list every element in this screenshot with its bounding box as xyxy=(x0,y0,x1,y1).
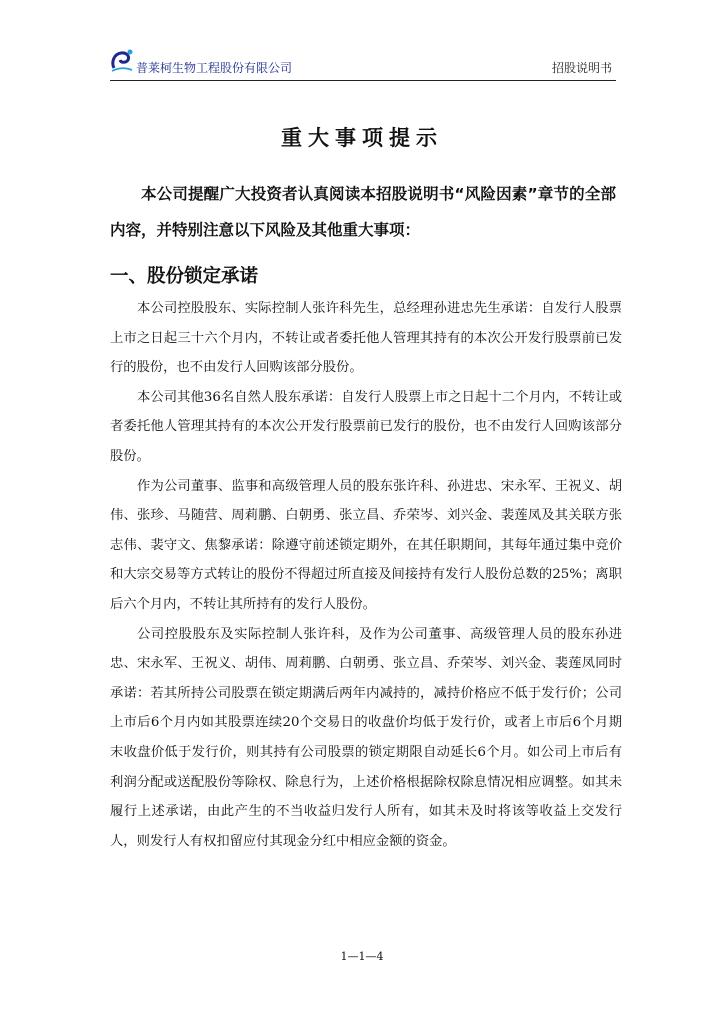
section-body xyxy=(110,294,622,856)
paragraph: 本公司控股股东、实际控制人张许科先生，总经理孙进忠先生承诺：自发行人股票上市之日起三十六个月内，不转让或者委托他人管理其持有的本次公开发行股票前已发行的股份，也不由发行人回购该部分股份。 xyxy=(110,301,622,376)
paragraph: 作为公司董事、监事和高级管理人员的股东张许科、孙进忠、宋永军、王祝义、胡伟、张珍、马随营、周莉鹏、白朝勇、张立昌、乔荣岑、刘兴金、裴莲凤及其关联方张志伟、裴守文、焦黎承诺：除遵守前述锁定期外，在其任职期间，其每年通过集中竞价和大宗交易等方式转让的股份不得超过所直接及间接持有发行人股份总数的25%；离职后六个月内，不转让其所持有的发行人股份。 xyxy=(110,478,622,612)
document-type: 招股说明书 xyxy=(551,61,612,75)
page-number: 1—1—4 xyxy=(340,950,384,963)
company-name: 普莱柯生物工程股份有限公司 xyxy=(136,61,293,75)
company-logo-icon xyxy=(110,48,134,74)
lead-paragraph: 本公司提醒广大投资者认真阅读本招股说明书“风险因素”章节的全部内容，并特别注意以下风险及其他重大事项： xyxy=(110,185,616,239)
section-heading: 一、股份锁定承诺 xyxy=(110,266,259,287)
paragraph: 本公司其他36名自然人股东承诺：自发行人股票上市之日起十二个月内，不转让或者委托他人管理其持有的本次公开发行股票前已发行的股份，也不由发行人回购该部分股份。 xyxy=(110,389,622,464)
page-header xyxy=(110,46,616,81)
paragraph: 公司控股股东及实际控制人张许科，及作为公司董事、高级管理人员的股东孙进忠、宋永军、王祝义、胡伟、周莉鹏、白朝勇、张立昌、乔荣岑、刘兴金、裴莲凤同时承诺：若其所持公司股票在锁定期满后两年内减持的，减持价格应不低于发行价；公司上市后6个月内如其股票连续20个交易日的收盘价均低于发行价，或者上市后6个月期末收盘价低于发行价，则其持有公司股票的锁定期限自动延长6个月。如公司上市后有利润分配或送配股份等除权、除息行为，上述价格根据除权除息情况相应调整。如其未履行上述承诺，由此产生的不当收益归发行人所有，如其未及时将该等收益上交发行人，则发行人有权扣留应付其现金分红中相应金额的资金。 xyxy=(110,626,622,849)
page-title: 重大事项提示 xyxy=(281,125,443,150)
